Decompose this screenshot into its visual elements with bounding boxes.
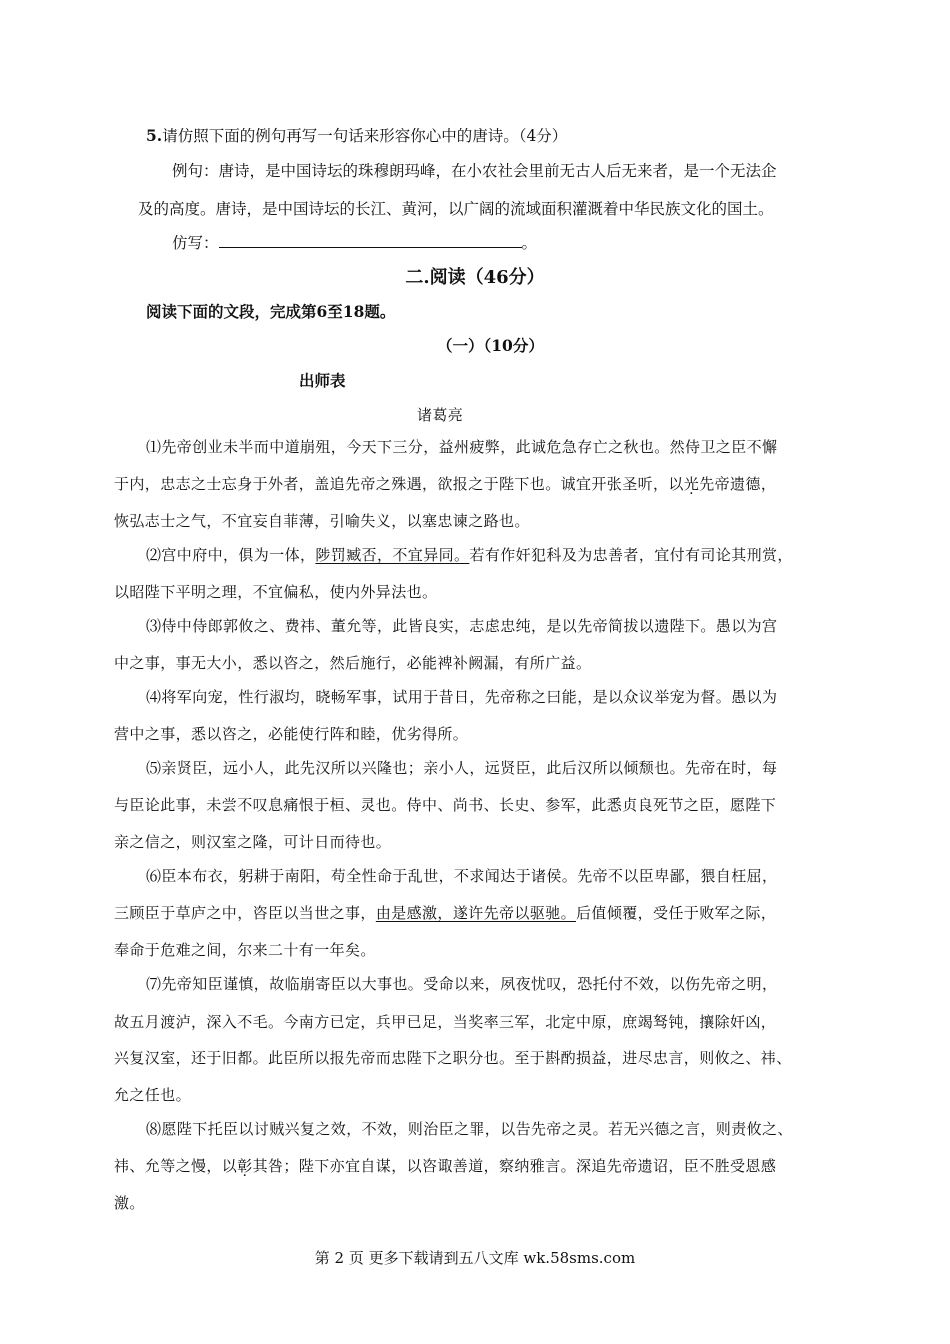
p7-line-4: 允之任也。 (114, 1086, 192, 1104)
p6-line-2 (114, 903, 776, 923)
p7-line-1: ⑺先帝知臣谨慎，故临崩寄臣以大事也。受命以来，夙夜忧叹，恐托付不效，以伤先帝之明， (146, 975, 778, 993)
question-text: 请仿照下面的例句再写一句话来形容你心中的唐诗。（4分） (162, 127, 568, 145)
p5-line-1: ⑸亲贤臣，远小人，此先汉所以兴隆也；亲小人，远贤臣，此后汉所以倾颓也。先帝在时，每 (146, 759, 778, 777)
p1-line-2b: 先帝遗德， (699, 475, 777, 493)
p8-line-2b: 其咎；陛下亦宜自谋，以咨诹善道，察纳雅言。深追先帝遗诏，臣不胜受恩感 (252, 1157, 777, 1175)
p7-line-3: 兴复汉室，还于旧都。此臣所以报先帝而忠陛下之职分也。至于斟酌损益，进尽忠言，则攸之、祎、 (114, 1049, 792, 1067)
section-title: 二.阅读（46分） (405, 267, 545, 288)
text-title: 出师表 (299, 371, 346, 390)
part-heading: （一）（10分） (437, 336, 544, 355)
text-author: 诸葛亮 (417, 406, 464, 424)
example-line-1: 例句：唐诗，是中国诗坛的珠穆朗玛峰，在小农社会里前无古人后无来者，是一个无法企 (172, 162, 777, 180)
p6-line-2b: 后值倾覆，受任于败军之际， (576, 904, 777, 922)
reading-instruction: 阅读下面的文段，完成第6至18题。 (146, 302, 396, 321)
p3-line-1: ⑶侍中侍郎郭攸之、费祎、董允等，此皆良实，志虑忠纯，是以先帝简拔以遗陛下。愚以为宫 (146, 617, 778, 635)
p4-line-1: ⑷将军向宠，性行淑均，晓畅军事，试用于昔日，先帝称之曰能，是以众议举宠为督。愚以为 (146, 688, 778, 706)
p1-line-3: 恢弘志士之气，不宜妄自菲薄，引喻失义，以塞忠谏之路也。 (114, 512, 530, 530)
emphasis-char-zhang: 彰 (237, 1157, 253, 1175)
p1-line-1: ⑴先帝创业未半而中道崩殂，今天下三分，益州疲弊，此诚危急存亡之秋也。然侍卫之臣不懈 (146, 438, 778, 456)
imitate-label: 仿写： (172, 234, 219, 252)
answer-blank[interactable] (219, 233, 522, 248)
emphasis-char-guang: 光 (683, 475, 700, 493)
p3-line-2: 中之事，事无大小，悉以咨之，然后施行，必能裨补阙漏，有所广益。 (114, 654, 592, 672)
question-number: 5. (146, 126, 163, 145)
p1-line-2a: 于内，忠志之士忘身于外者，盖追先帝之殊遇，欲报之于陛下也。诚宜开张圣听，以 (114, 475, 684, 493)
underlined-sentence-2: 由是感激，遂许先帝以驱驰。 (375, 904, 577, 922)
p2-line-1a: ⑵宫中府中，俱为一体， (146, 546, 316, 564)
imitate-end: 。 (521, 234, 538, 252)
p6-line-2a: 三顾臣于草庐之中，咨臣以当世之事， (114, 904, 376, 922)
underlined-sentence-1: 陟罚臧否，不宜异同。 (315, 546, 470, 564)
page-footer: 第 2 页 更多下载请到五八文库 wk.58sms.com (314, 1249, 636, 1267)
p1-line-2 (114, 474, 776, 494)
p6-line-1: ⑹臣本布衣，躬耕于南阳，苟全性命于乱世，不求闻达于诸侯。先帝不以臣卑鄙，猥自枉屈， (146, 867, 778, 885)
p5-line-2: 与臣论此事，未尝不叹息痛恨于桓、灵也。侍中、尚书、长史、参军，此悉贞良死节之臣，愿陛下 (114, 796, 777, 814)
p6-line-3: 奉命于危难之间，尔来二十有一年矣。 (114, 941, 376, 959)
question-5-prompt (146, 126, 567, 146)
p8-line-1: ⑻愿陛下托臣以讨贼兴复之效，不效，则治臣之罪，以告先帝之灵。若无兴德之言，则责攸之、 (146, 1120, 793, 1138)
imitate-line (172, 233, 537, 253)
p8-line-2 (114, 1156, 776, 1176)
p2-line-1b: 若有作奸犯科及为忠善者，宜付有司论其刑赏， (469, 546, 793, 564)
p2-line-1 (146, 545, 793, 565)
p7-line-2: 故五月渡泸，深入不毛。今南方已定，兵甲已足，当奖率三军，北定中原，庶竭驽钝，攘除奸凶， (114, 1013, 777, 1031)
p4-line-2: 营中之事，悉以咨之，必能使行阵和睦，优劣得所。 (114, 725, 469, 743)
p8-line-2a: 祎、允等之慢，以 (114, 1157, 238, 1175)
p2-line-2: 以昭陛下平明之理，不宜偏私，使内外异法也。 (114, 583, 438, 601)
example-line-2: 及的高度。唐诗，是中国诗坛的长江、黄河，以广阔的流域面积灌溉着中华民族文化的国土。 (138, 200, 774, 218)
p5-line-3: 亲之信之，则汉室之隆，可计日而待也。 (114, 833, 392, 851)
p8-line-3: 激。 (114, 1194, 145, 1212)
